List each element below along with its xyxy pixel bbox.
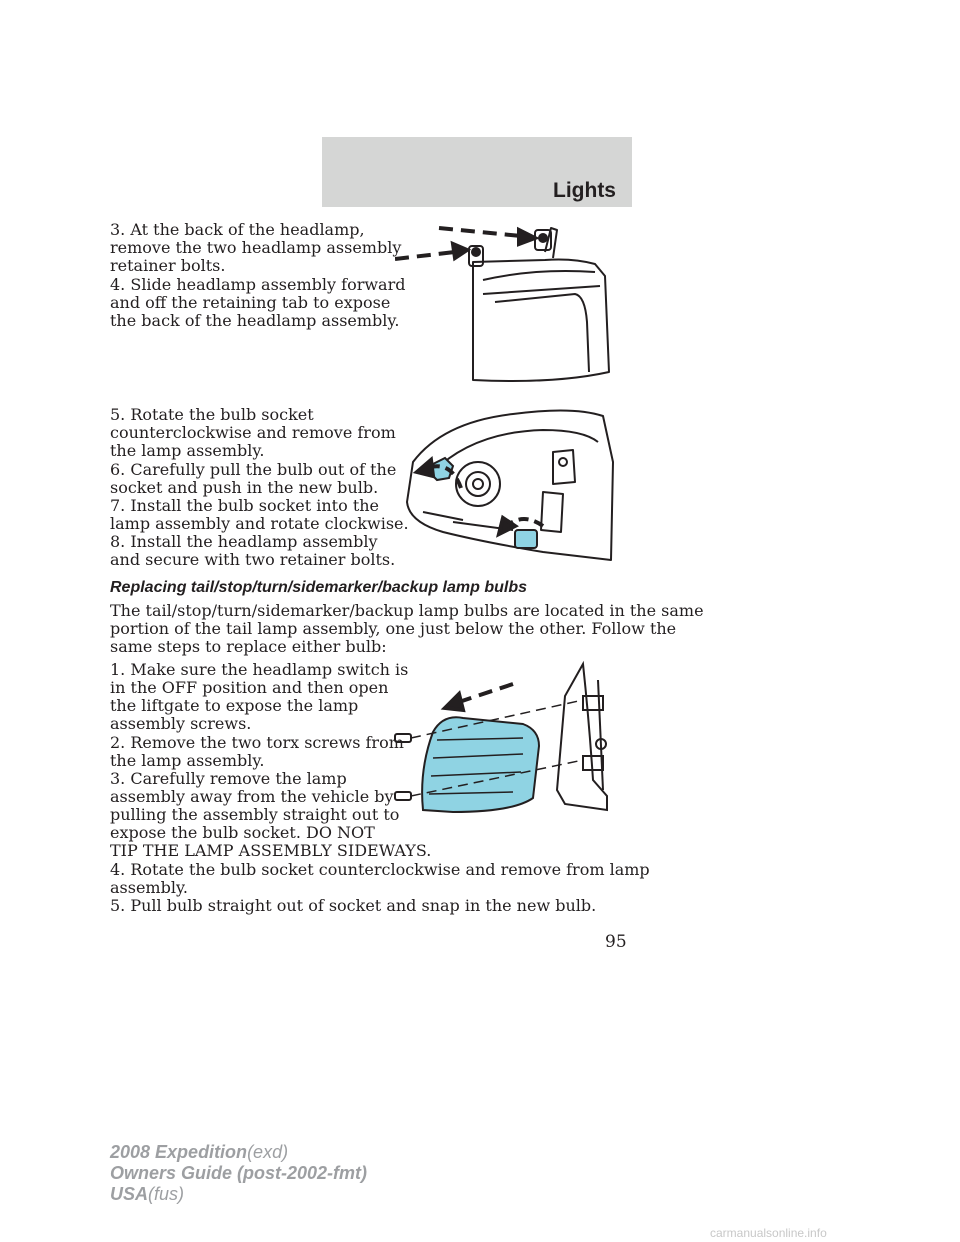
footer-guide: Owners Guide (post-2002-fmt) <box>110 1163 368 1183</box>
footer-market: USA <box>110 1184 149 1204</box>
step-4: 4. Slide headlamp assembly forward and off the retaining tab to expose the back of the headlamp assembly. <box>110 275 406 330</box>
step-3: 3. At the back of the headlamp, remove the two headlamp assembly retainer bolts. <box>110 220 402 275</box>
headlamp-socket-illustration <box>403 402 618 564</box>
footer-market-code: (fus) <box>148 1184 185 1204</box>
step-6: 6. Carefully pull the bulb out of the socket and push in the new bulb. <box>110 460 397 497</box>
tail-step-5: 5. Pull bulb straight out of socket and snap in the new bulb. <box>110 896 597 915</box>
tail-step-2: 2. Remove the two torx screws from the lamp assembly. <box>110 733 404 770</box>
tail-step-3: 3. Carefully remove the lamp assembly away from the vehicle by pulling the assembly straight out to expose the bulb socket. DO NOT TIP THE LAMP ASSEMBLY SIDEWAYS. <box>110 769 432 860</box>
tail-step-4: 4. Rotate the bulb socket counterclockwise and remove from lamp assembly. <box>110 860 650 897</box>
page-number: 95 <box>605 932 627 952</box>
section-title: Lights <box>553 179 616 202</box>
intro-paragraph: The tail/stop/turn/sidemarker/backup lamp bulbs are located in the same portion of the tail lamp assembly, one just below the other. Follow the same steps to replace either bulb: <box>110 601 704 656</box>
step-5: 5. Rotate the bulb socket counterclockwise and remove from the lamp assembly. <box>110 405 396 460</box>
step-7: 7. Install the bulb socket into the lamp assembly and rotate clockwise. <box>110 496 409 533</box>
section-header-band <box>322 137 632 207</box>
step-8: 8. Install the headlamp assembly and secure with two retainer bolts. <box>110 532 396 569</box>
subheading: Replacing tail/stop/turn/sidemarker/backup lamp bulbs <box>110 579 527 596</box>
document-footer <box>110 1142 367 1205</box>
footer-model: 2008 Expedition <box>110 1142 248 1162</box>
tail-step-1: 1. Make sure the headlamp switch is in the OFF position and then open the liftgate to expose the lamp assembly screws. <box>110 660 409 733</box>
headlamp-bolts-illustration <box>395 222 620 388</box>
watermark: carmanualsonline.info <box>710 1226 827 1240</box>
footer-model-code: (exd) <box>247 1142 289 1162</box>
